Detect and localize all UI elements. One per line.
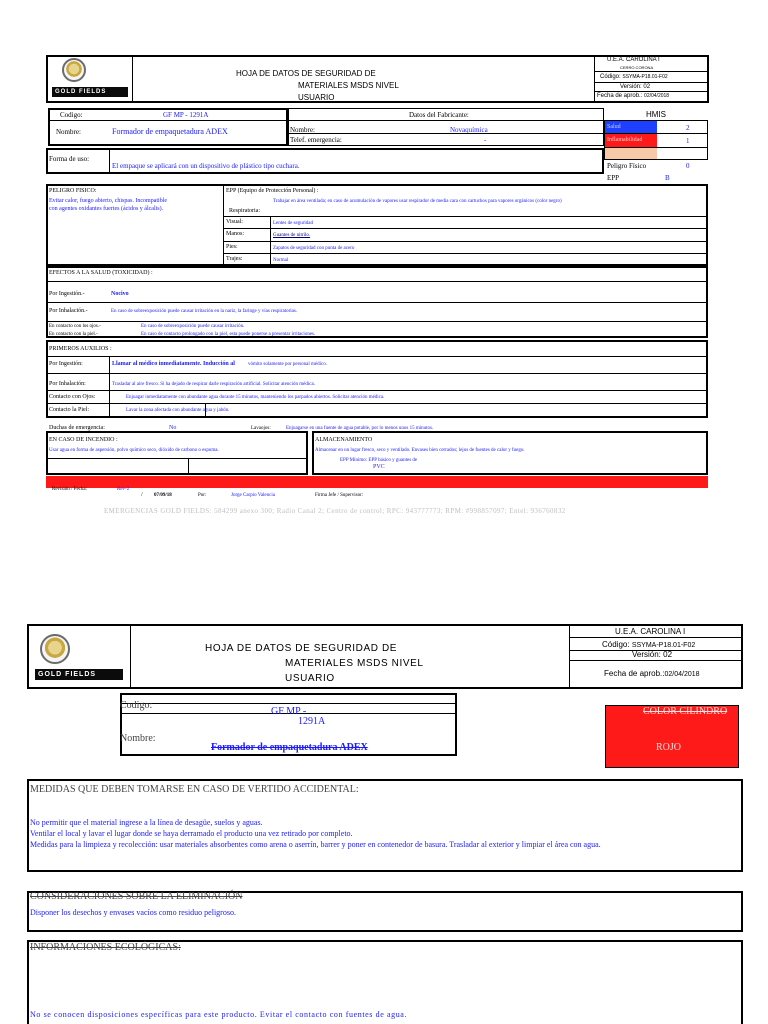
auxilios-title: PRIMEROS AUXILIOS : bbox=[49, 346, 112, 352]
auxilios-ingestion-label: Por Ingestión: bbox=[49, 361, 83, 367]
efectos-ingestion-value: Nocivo bbox=[111, 291, 129, 297]
efectos-ingestion-label: Por Ingestión.- bbox=[49, 291, 85, 297]
page1-fabricante-title: Datos del Fabricante: bbox=[409, 111, 469, 119]
auxilios-inhalacion-value: Trasladar al aire fresco. Si ha dejado de respirar darle respiración artificial. Solicitar atención médica. bbox=[112, 382, 315, 387]
page1-nombre-value: Formador de empaquetadura ADEX bbox=[112, 127, 228, 136]
page2-title-line1: HOJA DE DATOS DE SEGURIDAD DE bbox=[205, 643, 398, 654]
page2-gold-fields-seal-icon bbox=[40, 634, 70, 664]
efectos-piel-value: En caso de contacto prolongado con la piel, esta puede ponerse a presentar irritaciones. bbox=[141, 332, 316, 337]
page1-fab-nombre-value: Novaquímica bbox=[450, 126, 488, 134]
ecologicas-title: INFORMACIONES ECOLÓGICAS: bbox=[30, 942, 181, 953]
vertido-line-3: Medidas para la limpieza y recolección: usar materiales absorbentes como arena o aserrín, barrer y poner en contenedor de basura. Trasladar al exterior y limpiar el área con agua. bbox=[30, 840, 601, 849]
page2-nombre-label: Nombre: bbox=[120, 733, 156, 744]
almac-text: Almacenar en un lugar fresco, seco y ventilado. Envases bien cerrados; lejos de fuentes de calor y fuego. bbox=[315, 448, 525, 453]
hmis-epp-label: EPP bbox=[607, 174, 620, 182]
page2-codigo-value-2: 1291A bbox=[298, 716, 326, 727]
eliminacion-title: CONSIDERACIONES SOBRE LA ELIMINACIÓN bbox=[30, 891, 243, 902]
ecologicas-text: No se conocen disposiciones específicas para este producto. Evitar el contacto con fuentes de agua. bbox=[30, 1010, 408, 1019]
page1-forma-value: El empaque se aplicará con un dispositivo de plástico tipo cuchara. bbox=[112, 162, 300, 170]
gold-fields-logo bbox=[50, 58, 130, 100]
epp-notes-line1: EPP Mínimo: EPP básico y guantes de bbox=[340, 458, 418, 463]
color-cilindro-value: ROJO bbox=[656, 742, 682, 753]
page2-version: Versión: 02 bbox=[632, 650, 673, 659]
auxilios-inhalacion-label: Por Inhalación: bbox=[49, 381, 86, 387]
hmis-title: HMIS bbox=[646, 110, 666, 119]
auxilios-ingestion-bold: Llamar al médico inmediatamente. Inducción al bbox=[112, 361, 235, 367]
firma-label: Firma Jefe / Supervisor: bbox=[315, 493, 364, 498]
page2-title-line2: MATERIALES MSDS NIVEL bbox=[285, 658, 424, 669]
efectos-ojos-label: En contacto con los ojos.- bbox=[49, 324, 101, 329]
page1-codigo-label: Codigo: bbox=[60, 111, 83, 119]
epp-trajes-value: Normal bbox=[273, 258, 289, 263]
peligro-fisico-title: PELIGRO FISICO: bbox=[49, 188, 97, 194]
efectos-piel-label: En contacto con la piel.- bbox=[49, 332, 98, 337]
page1-site: CERRO CORONA bbox=[620, 65, 654, 70]
page1-title-line2: MATERIALES MSDS NIVEL bbox=[298, 81, 399, 90]
epp-title: EPP (Equipo de Protección Personal) : bbox=[226, 188, 319, 194]
page2-gold-fields-logo bbox=[33, 630, 125, 684]
epp-visual-value: Lentes de seguridad bbox=[273, 221, 313, 226]
epp-respiratoria-value: Trabajar en área ventilada; en caso de acumulación de vapores usar respirador de media cara con cartuchos para vapores orgánicos (color negro) bbox=[273, 199, 562, 204]
revision-date: 07/09/18 bbox=[154, 493, 172, 498]
page2-codigo: Código: SSYMA-P18.01-F02 bbox=[602, 640, 696, 649]
almac-title: ALMACENAMIENTO bbox=[315, 437, 373, 443]
page1-telef-label: Telef. emergencia: bbox=[290, 136, 342, 144]
page1-codigo: Código: SSYMA-P18.01-F02 bbox=[600, 74, 668, 80]
incendio-title: EN CASO DE INCENDIO : bbox=[49, 437, 118, 443]
hmis-peligro-label: Peligro Físico bbox=[607, 162, 647, 170]
vertido-title: MEDIDAS QUE DEBEN TOMARSE EN CASO DE VERTIDO ACCIDENTAL: bbox=[30, 784, 359, 795]
epp-notes-line2: PVC bbox=[373, 464, 385, 470]
duchas-value: No bbox=[169, 425, 177, 431]
gold-fields-seal-icon bbox=[62, 58, 86, 82]
epp-manos-value: Guantes de nitrilo. bbox=[273, 233, 311, 238]
por-label: Por: bbox=[198, 493, 207, 498]
epp-visual-label: Visual: bbox=[226, 219, 243, 225]
page1-title-line1: HOJA DE DATOS DE SEGURIDAD DE bbox=[236, 69, 376, 78]
peligro-fisico-text2: con agentes oxidantes fuertes (ácidos y álcalis). bbox=[49, 206, 164, 212]
page2-title-line3: USUARIO bbox=[285, 673, 335, 684]
page1-forma-label: Forma de uso: bbox=[49, 155, 90, 163]
lavaojos-label: Lavaojos: bbox=[251, 426, 271, 431]
eliminacion-text: Disponer los desechos y envases vacíos como residuo peligroso. bbox=[30, 908, 236, 917]
epp-respiratoria-label: Respiratoria: bbox=[229, 208, 260, 214]
vertido-line-1: No permitir que el material ingrese a la línea de desagüe, suelos y aguas. bbox=[30, 818, 263, 827]
hmis-peligro-value: 0 bbox=[686, 162, 690, 170]
por-value: Jorge Carpio Valencia bbox=[231, 493, 275, 498]
page1-fecha: Fecha de aprob.: 02/04/2018 bbox=[597, 93, 670, 99]
efectos-ojos-value: En caso de sobreexposición puede causar irritación. bbox=[141, 324, 245, 329]
page1-version: Versión: 02 bbox=[620, 84, 651, 90]
epp-pies-value: Zapatos de seguridad con punta de acero bbox=[273, 246, 355, 251]
color-cilindro-label: COLOR CILINDRO bbox=[643, 706, 728, 717]
page2-uea: U.E.A. CAROLINA I bbox=[615, 627, 686, 636]
efectos-inhalacion-value: En caso de sobreexposición puede causar irritación en la nariz, la faringe y vías respiratorias. bbox=[111, 309, 298, 314]
page1-uea: U.E.A. CAROLINA I bbox=[607, 57, 660, 63]
auxilios-ingestion-value: vómito solamente por personal médico. bbox=[248, 362, 328, 367]
page1-telef-value: - bbox=[484, 136, 487, 144]
revision-label: Revisión / Fecha: bbox=[52, 487, 87, 492]
page1-forma-box bbox=[46, 148, 604, 174]
revision-value: Rev-2 bbox=[117, 487, 130, 492]
hmis-salud-label: Salud bbox=[607, 124, 621, 130]
emergencias-line: EMERGENCIAS GOLD FIELDS: 584299 anexo 300; Radio Canal 2; Centro de control; RPC: 943777773; RPM: #998857097; Entel: 936760832 bbox=[104, 507, 566, 515]
auxilios-ojos-label: Contacto con Ojos: bbox=[49, 394, 96, 400]
page2-nombre-value: Formador de empaquetadura ADEX bbox=[211, 742, 368, 753]
vertido-line-2: Ventilar el local y lavar el lugar donde se haya derramado el producto una vez retirado por completo. bbox=[30, 829, 353, 838]
duchas-label: Duchas de emergencia: bbox=[49, 425, 105, 431]
peligro-fisico-text1: Evitar calor, fuego abierto, chispas. Incompatible bbox=[49, 198, 168, 204]
page1-title-line3: USUARIO bbox=[298, 93, 335, 102]
efectos-title: EFECTOS A LA SALUD (TOXICIDAD) : bbox=[49, 270, 153, 276]
auxilios-piel-label: Contacto la Piel: bbox=[49, 407, 89, 413]
efectos-inhalacion-label: Por Inhalación.- bbox=[49, 308, 88, 314]
page2-codigo-value-1: GF MP - bbox=[271, 706, 307, 717]
lavaojos-value: Enjuagarse en una fuente de agua potable, por lo menos unos 15 minutos. bbox=[286, 426, 434, 431]
hmis-inflam-value: 1 bbox=[686, 137, 690, 145]
epp-manos-label: Manos: bbox=[226, 231, 244, 237]
incendio-text: Usar agua en forma de aspersión, polvo químico seco, dióxido de carbono o espuma. bbox=[49, 448, 219, 453]
hmis-salud-value: 2 bbox=[686, 124, 690, 132]
page2-codigo-label: Codigo: bbox=[120, 700, 153, 711]
auxilios-ojos-value: Enjuagar inmediatamente con abundante agua durante 15 minutos, manteniendo los parpados abiertos. Solicitar atención médica. bbox=[126, 395, 385, 400]
epp-pies-label: Pies: bbox=[226, 244, 238, 250]
page1-codigo-value: GF MP - 1291A bbox=[163, 111, 209, 119]
epp-trajes-label: Trajes: bbox=[226, 256, 243, 262]
hmis-inflam-label: Inflamabilidad bbox=[607, 137, 643, 143]
hmis-reactive-swatch bbox=[605, 148, 657, 159]
hmis-epp-value: B bbox=[665, 174, 670, 182]
page1-fab-nombre-label: Nombre: bbox=[290, 126, 315, 134]
auxilios-piel-value: Lavar la zona afectada con abundante agua y jabón. bbox=[126, 408, 230, 413]
revision-slash: / bbox=[141, 492, 143, 498]
gold-fields-brand: GOLD FIELDS bbox=[52, 87, 128, 97]
page2-fecha: Fecha de aprob.:02/04/2018 bbox=[604, 669, 700, 678]
page1-red-bar bbox=[46, 476, 708, 488]
page2-gold-fields-brand: GOLD FIELDS bbox=[35, 669, 123, 680]
page1-nombre-label: Nombre: bbox=[56, 128, 81, 136]
